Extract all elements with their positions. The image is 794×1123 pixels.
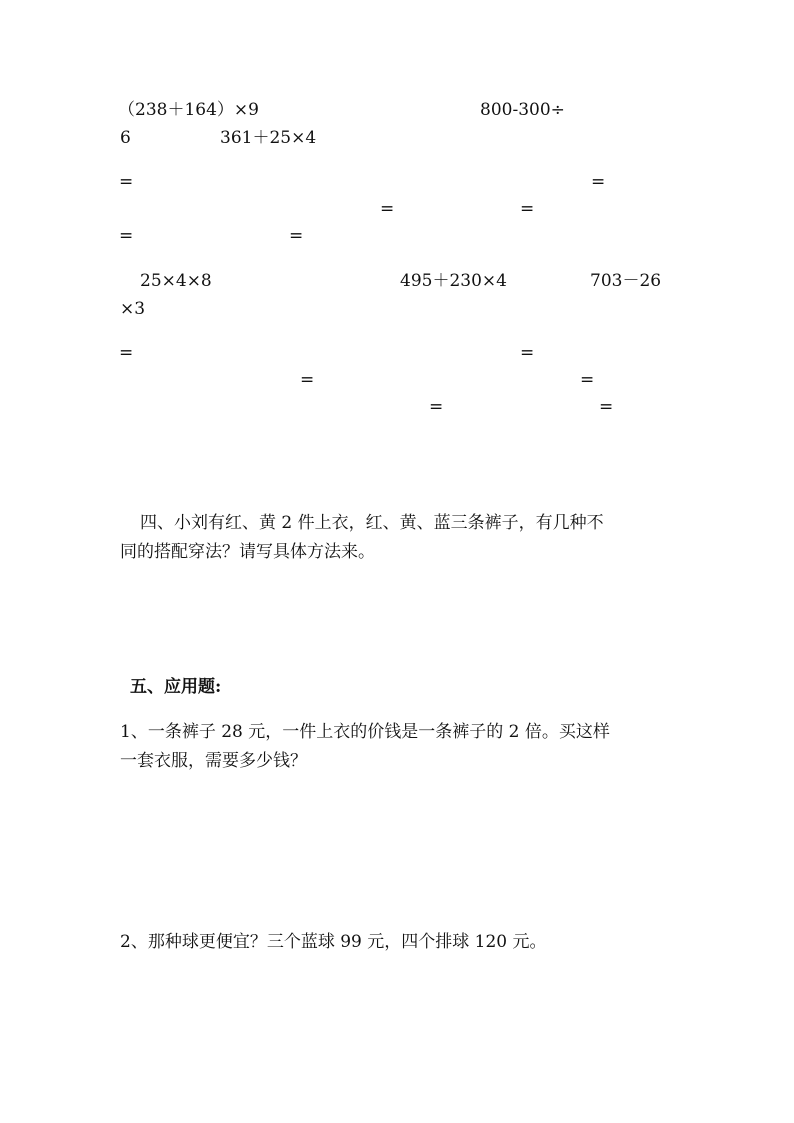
equals-sign: = (429, 397, 444, 417)
equals-sign: = (591, 172, 606, 192)
equals-sign: = (599, 397, 614, 417)
expr-800-minus-300-div-continued: 6 (120, 128, 131, 148)
equals-sign: = (119, 226, 134, 246)
equals-sign: = (300, 370, 315, 390)
equals-sign: = (520, 343, 535, 363)
expr-800-minus-300-div: 800-300÷ (480, 100, 565, 120)
section4-question-line2: 同的搭配穿法？请写具体方法来。 (120, 542, 375, 562)
expr-238-plus-164-times-9: （238＋164）×9 (118, 100, 259, 120)
question-2: 2、那种球更便宜？三个蓝球 99 元，四个排球 120 元。 (120, 932, 547, 952)
expr-703-minus-26: 703－26 (590, 271, 662, 291)
question-1-line2: 一套衣服，需要多少钱？ (120, 751, 307, 771)
equals-sign: = (580, 370, 595, 390)
equals-sign: = (119, 343, 134, 363)
expr-495-plus-230-times-4: 495＋230×4 (400, 271, 507, 291)
expr-25-times-4-times-8: 25×4×8 (140, 271, 212, 291)
equals-sign: = (289, 226, 304, 246)
equals-sign: = (520, 199, 535, 219)
section4-question-line1: 四、小刘有红、黄 2 件上衣，红、黄、蓝三条裤子，有几种不 (140, 513, 604, 533)
equals-sign: = (380, 199, 395, 219)
expr-361-plus-25-times-4: 361＋25×4 (220, 128, 317, 148)
equals-sign: = (119, 172, 134, 192)
section5-title: 五、应用题: (130, 677, 222, 697)
question-1-line1: 1、一条裤子 28 元，一件上衣的价钱是一条裤子的 2 倍。买这样 (120, 722, 610, 742)
expr-703-minus-26-continued: ×3 (120, 299, 146, 319)
